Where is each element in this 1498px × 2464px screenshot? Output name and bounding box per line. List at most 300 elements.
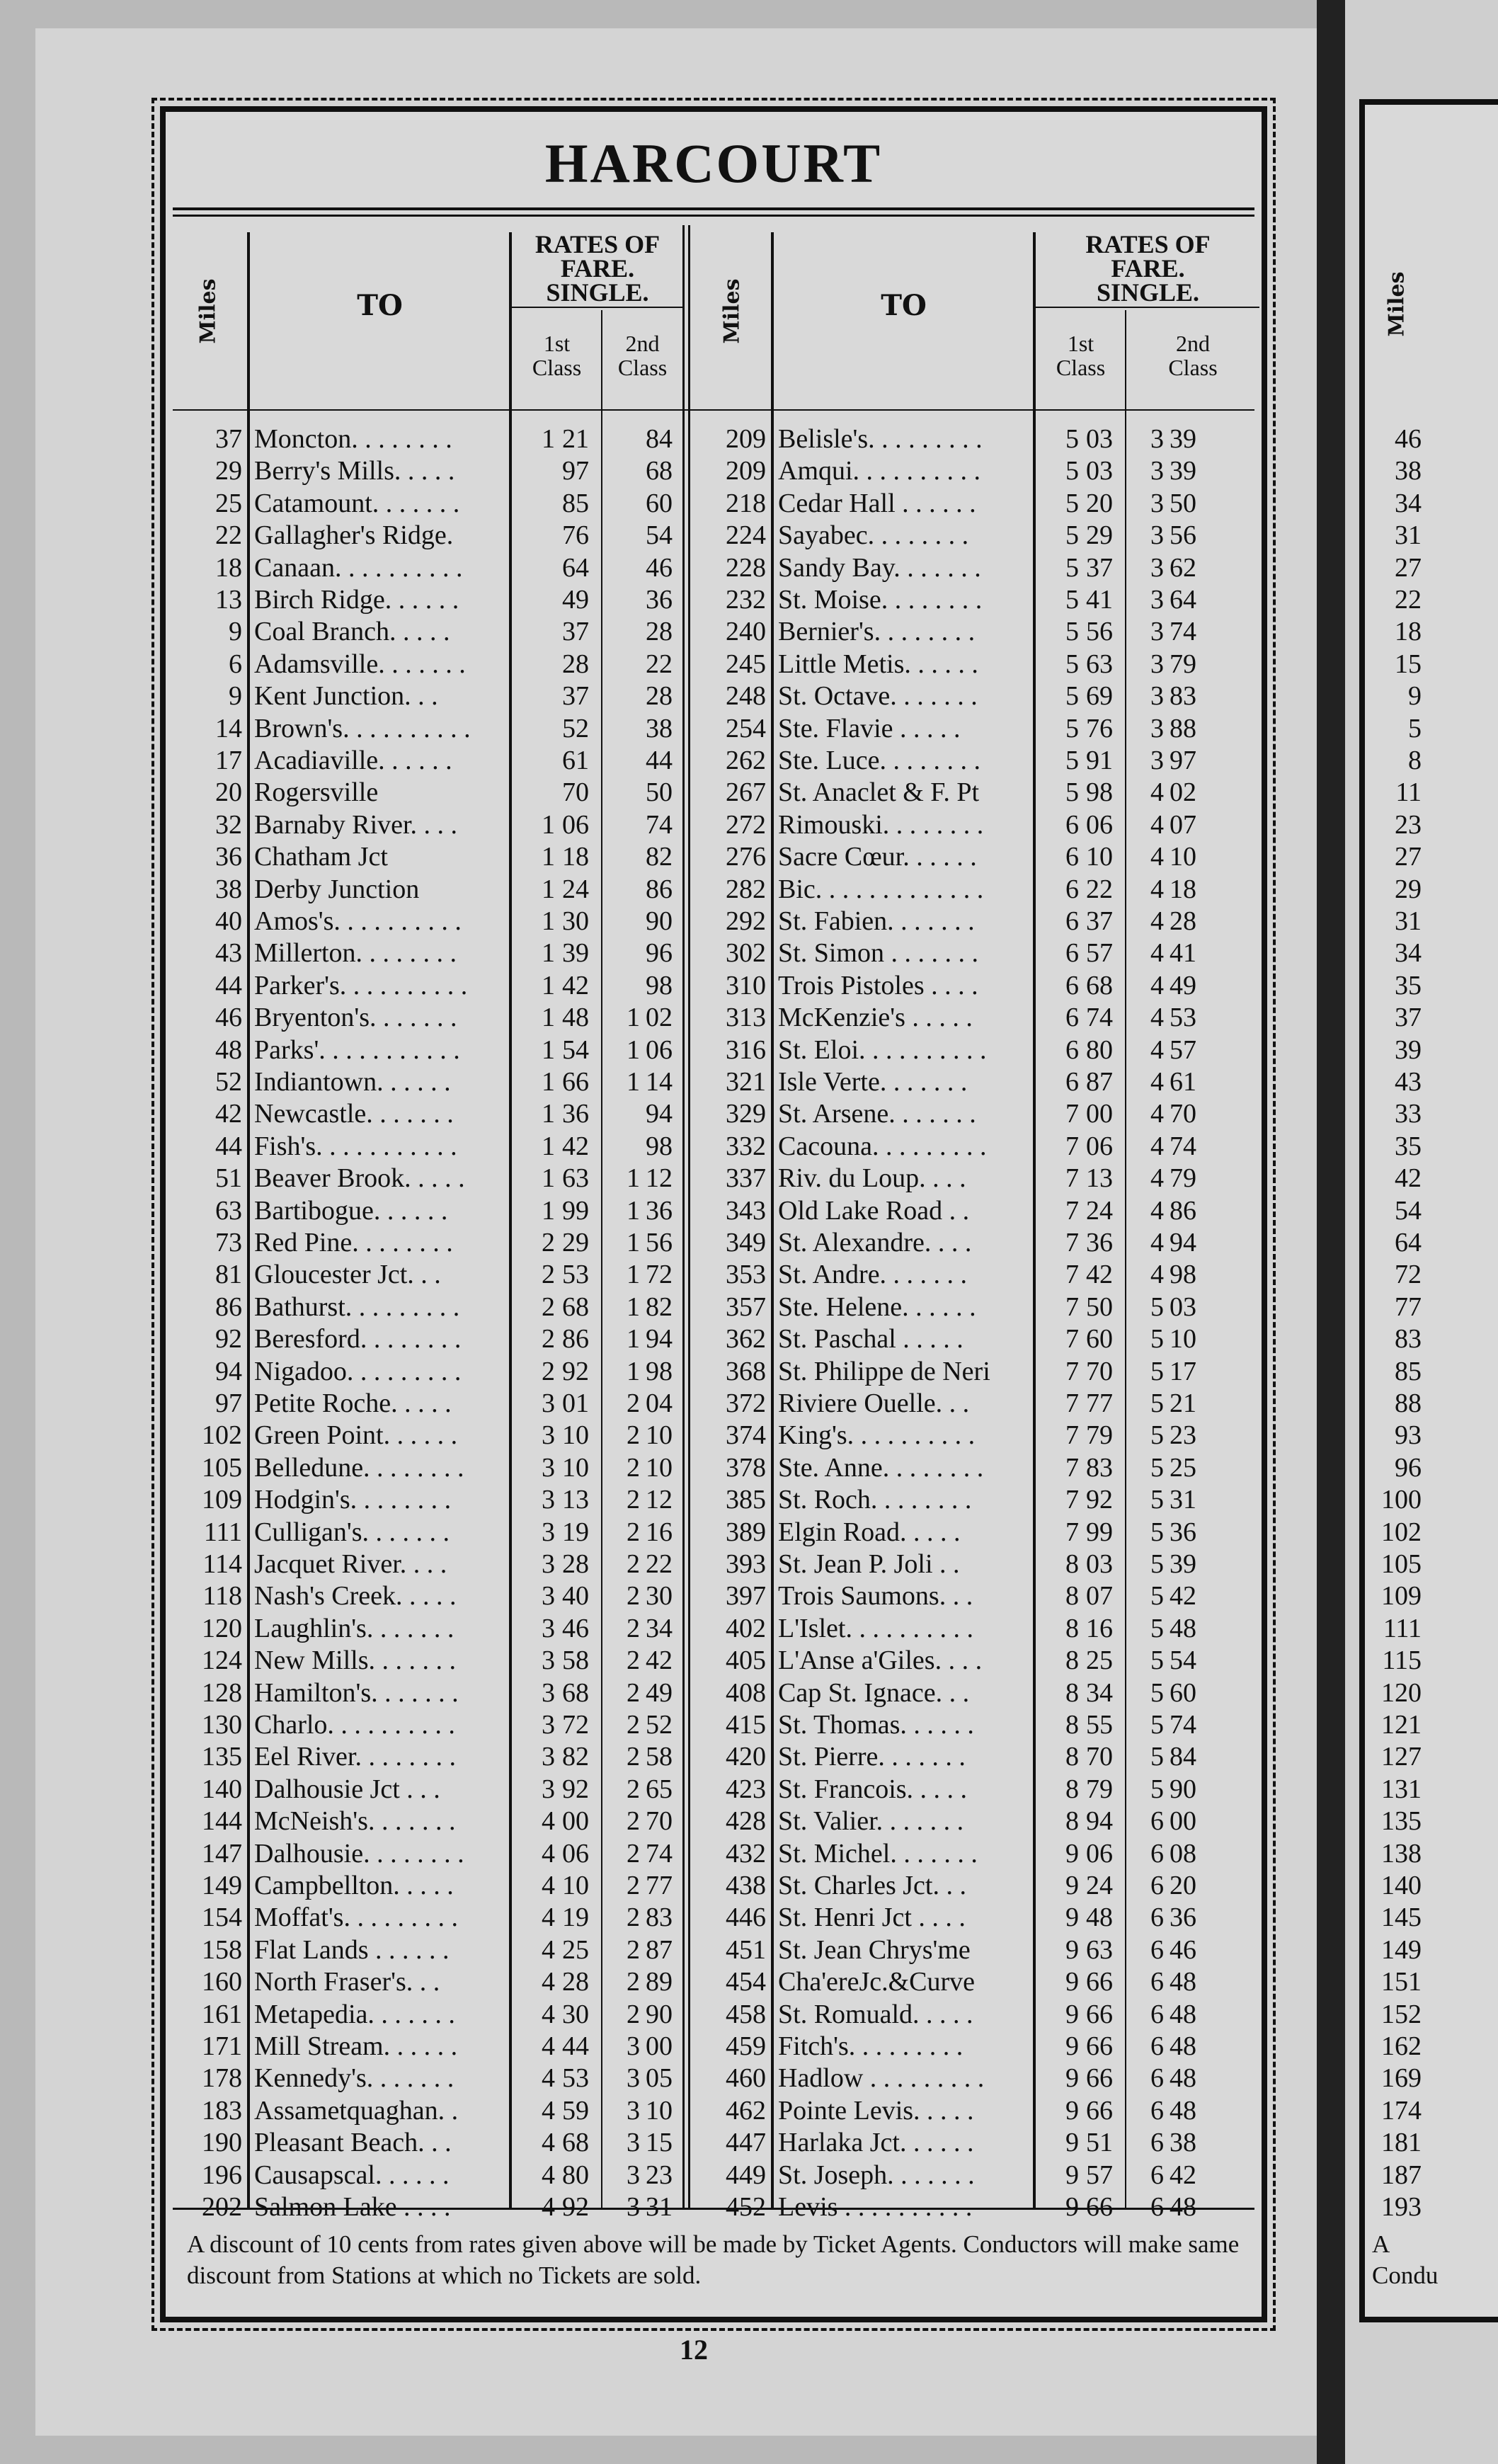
class1-cents: 28	[562, 1967, 589, 1997]
fare-table	[160, 106, 1267, 2322]
station-cell: North Fraser's. . .	[254, 1967, 440, 1997]
class1-dollars: 4	[542, 1806, 555, 1837]
class1-cents: 24	[1086, 1195, 1113, 1226]
station-cell: Causapscal. . . . . .	[254, 2160, 450, 2190]
miles-cell: 52	[215, 1067, 242, 1097]
class2-cents: 72	[646, 1260, 673, 1290]
class1-cents: 66	[1086, 2192, 1113, 2222]
miles-cell: 276	[726, 842, 766, 872]
next-page-miles-cell: 138	[1381, 1838, 1422, 1869]
class2-cents: 90	[646, 906, 673, 936]
class1-cents: 63	[1086, 649, 1113, 679]
table-row	[166, 841, 690, 873]
class2-cents: 23	[646, 2160, 673, 2190]
next-page-miles-cell: 34	[1395, 488, 1422, 518]
station-cell: Riv. du Loup. . . .	[778, 1163, 966, 1194]
class1-cents: 40	[562, 1581, 589, 1612]
next-page-miles-cell: 29	[1395, 874, 1422, 904]
class2-dollars: 4	[1150, 1003, 1164, 1033]
table-row	[166, 1388, 690, 1420]
table-row	[690, 1002, 1213, 1034]
class2-cents: 77	[646, 1871, 673, 1900]
class2-dollars: 5	[1150, 1485, 1164, 1515]
class1-dollars: 6	[1065, 970, 1079, 1000]
station-cell: Bernier's. . . . . . . .	[778, 617, 976, 647]
class1-cents: 61	[562, 746, 589, 775]
table-row	[690, 1999, 1213, 2031]
rates-header-line: FARE.	[560, 254, 635, 283]
class2-cents: 89	[646, 1967, 673, 1997]
class1-dollars: 6	[1065, 842, 1079, 872]
table-row	[690, 488, 1213, 520]
miles-cell: 81	[215, 1260, 242, 1290]
station-cell: St. Henri Jct . . . .	[778, 1903, 966, 1933]
class1-cents: 30	[562, 1999, 589, 2029]
table-row	[166, 713, 690, 745]
next-page-footer-line: Condu	[1372, 2261, 1439, 2289]
table-row	[166, 520, 690, 552]
miles-cell: 44	[215, 1131, 242, 1161]
station-cell: Beaver Brook. . . . .	[254, 1163, 465, 1194]
table-row	[690, 906, 1213, 937]
class1-dollars: 5	[1065, 617, 1079, 647]
class2-dollars: 2	[627, 1871, 640, 1900]
next-page-miles-cell: 140	[1381, 1871, 1422, 1900]
class1-dollars: 7	[1065, 1485, 1079, 1515]
class2-cents: 10	[1170, 1324, 1196, 1354]
class2-cents: 48	[1170, 2031, 1196, 2061]
class2-cents: 10	[646, 1420, 673, 1451]
rates-header-line: RATES OF	[534, 230, 661, 258]
class2-cents: 83	[1170, 681, 1196, 712]
miles-cell: 462	[726, 2095, 766, 2126]
class1-dollars: 5	[1065, 552, 1079, 583]
miles-cell: 17	[215, 746, 242, 775]
station-cell: Chatham Jct	[254, 842, 388, 872]
miles-cell: 458	[726, 1999, 766, 2029]
class1-cents: 06	[562, 1838, 589, 1869]
next-page-miles-cell: 162	[1381, 2031, 1422, 2061]
class2-cents: 34	[646, 1613, 673, 1643]
station-cell: Amqui. . . . . . . . . .	[778, 456, 981, 486]
station-cell: King's. . . . . . . . . .	[778, 1420, 976, 1451]
station-cell: Cap St. Ignace. . .	[778, 1677, 970, 1708]
station-cell: Mill Stream. . . . . .	[254, 2031, 458, 2061]
next-page-miles-cell: 109	[1381, 1581, 1422, 1612]
class1-cents: 10	[562, 1871, 589, 1900]
class1-dollars: 7	[1065, 1388, 1079, 1418]
class1-cents: 80	[562, 2160, 589, 2190]
class2-header-line: Class	[1168, 355, 1218, 380]
table-row	[166, 1934, 690, 1966]
class2-cents: 17	[1170, 1356, 1196, 1386]
table-row	[166, 1002, 690, 1034]
table-row	[690, 1034, 1213, 1066]
table-row	[690, 1163, 1213, 1194]
table-row	[166, 584, 690, 616]
class2-cents: 12	[646, 1163, 673, 1194]
miles-cell: 408	[726, 1677, 766, 1708]
class1-dollars: 9	[1065, 2160, 1079, 2190]
class2-dollars: 5	[1150, 1517, 1164, 1547]
class1-header-line: Class	[1056, 355, 1106, 380]
next-page-miles-cell: 31	[1395, 906, 1422, 936]
class2-cents: 07	[1170, 809, 1196, 840]
table-row	[166, 552, 690, 584]
class1-dollars: 7	[1065, 1099, 1079, 1129]
class2-cents: 98	[646, 1356, 673, 1386]
class1-cents: 66	[1086, 2031, 1113, 2061]
class2-dollars: 5	[1150, 1677, 1164, 1708]
class2-cents: 36	[1170, 1517, 1196, 1547]
class2-dollars: 6	[1150, 2031, 1164, 2061]
miles-cell: 144	[202, 1806, 242, 1837]
next-page-miles-cell: 96	[1395, 1452, 1422, 1483]
class1-dollars: 4	[542, 1999, 555, 2029]
table-row	[690, 1195, 1213, 1227]
miles-cell: 432	[726, 1838, 766, 1869]
station-cell: St. Octave. . . . . . .	[778, 681, 978, 712]
miles-cell: 37	[215, 424, 242, 454]
table-row	[166, 2127, 690, 2159]
station-cell: St. Moise. . . . . . . .	[778, 585, 983, 615]
miles-cell: 120	[202, 1613, 242, 1643]
class2-cents: 74	[646, 1838, 673, 1869]
class2-cents: 68	[646, 456, 673, 486]
next-page-miles-cell: 33	[1395, 1099, 1422, 1129]
class1-dollars: 3	[542, 1677, 555, 1708]
station-cell: Old Lake Road . .	[778, 1195, 970, 1226]
table-row	[166, 1291, 690, 1323]
class2-dollars: 5	[1150, 1356, 1164, 1386]
class1-dollars: 8	[1065, 1742, 1079, 1772]
station-cell: Amos's. . . . . . . . . .	[254, 906, 462, 936]
station-cell: Bathurst. . . . . . . . .	[254, 1291, 460, 1322]
station-cell: Harlaka Jct. . . . . .	[778, 2128, 974, 2158]
class1-dollars: 8	[1065, 1645, 1079, 1676]
class2-dollars: 2	[627, 1903, 640, 1933]
class2-cents: 98	[646, 970, 673, 1000]
class1-dollars: 5	[1065, 713, 1079, 743]
miles-cell: 124	[202, 1645, 242, 1676]
table-row	[690, 874, 1213, 906]
miles-cell: 337	[726, 1163, 766, 1194]
next-page-miles-cell: 181	[1381, 2128, 1422, 2158]
class2-dollars: 1	[627, 1260, 640, 1290]
station-cell: Sayabec. . . . . . . .	[778, 520, 969, 551]
next-page-miles-cell: 23	[1395, 809, 1422, 840]
miles-header: Miles	[195, 278, 221, 344]
class2-dollars: 2	[627, 1806, 640, 1837]
miles-cell: 438	[726, 1871, 766, 1900]
class2-dollars: 1	[627, 1228, 640, 1257]
class2-cents: 10	[646, 1452, 673, 1483]
class1-dollars: 3	[542, 1452, 555, 1483]
miles-cell: 272	[726, 809, 766, 840]
next-page-miles-cell: 135	[1381, 1806, 1422, 1837]
class1-dollars: 1	[542, 1003, 555, 1033]
table-row	[166, 488, 690, 520]
class2-cents: 38	[1170, 2128, 1196, 2158]
miles-cell: 310	[726, 970, 766, 1000]
station-cell: Nash's Creek. . . . .	[254, 1581, 457, 1612]
class1-dollars: 4	[542, 2063, 555, 2094]
station-cell: Fitch's. . . . . . . . .	[778, 2031, 964, 2061]
next-page-footer-line: A	[1372, 2230, 1390, 2258]
table-row	[690, 1066, 1213, 1098]
miles-cell: 135	[202, 1742, 242, 1772]
class2-cents: 28	[1170, 906, 1196, 936]
class2-dollars: 5	[1150, 1613, 1164, 1643]
miles-cell: 428	[726, 1806, 766, 1837]
class2-cents: 38	[646, 713, 673, 743]
class2-cents: 28	[646, 617, 673, 647]
next-page-miles-cell: 27	[1395, 842, 1422, 872]
miles-cell: 218	[726, 488, 766, 518]
station-cell: Rimouski. . . . . . . .	[778, 809, 984, 840]
table-row	[690, 841, 1213, 873]
class2-cents: 98	[1170, 1260, 1196, 1290]
class1-dollars: 4	[542, 2160, 555, 2190]
table-row	[690, 1934, 1213, 1966]
rates-header	[1036, 230, 1259, 307]
class2-cents: 39	[1170, 456, 1196, 486]
station-cell: Cedar Hall . . . . . .	[778, 488, 976, 518]
station-cell: Campbellton. . . . .	[254, 1871, 454, 1900]
next-page-miles-cell: 102	[1381, 1517, 1422, 1547]
class2-dollars: 6	[1150, 2192, 1164, 2222]
class2-cents: 94	[646, 1099, 673, 1129]
miles-cell: 42	[215, 1099, 242, 1129]
table-row	[690, 1838, 1213, 1870]
class1-cents: 36	[562, 1099, 589, 1129]
class2-cents: 74	[1170, 1710, 1196, 1740]
miles-cell: 160	[202, 1967, 242, 1997]
class1-cents: 19	[562, 1903, 589, 1933]
class2-dollars: 6	[1150, 1934, 1164, 1965]
table-row	[166, 616, 690, 648]
class2-dollars: 4	[1150, 1131, 1164, 1161]
class2-cents: 88	[1170, 713, 1196, 743]
miles-cell: 32	[215, 809, 242, 840]
class1-cents: 80	[1086, 1034, 1113, 1065]
class2-dollars: 2	[627, 1517, 640, 1547]
station-cell: Laughlin's. . . . . . .	[254, 1613, 454, 1643]
class1-dollars: 4	[542, 2031, 555, 2061]
station-cell: Parks'. . . . . . . . . . .	[254, 1034, 460, 1065]
station-cell: St. Arsene. . . . . . .	[778, 1099, 976, 1129]
table-row	[166, 1420, 690, 1451]
table-row	[690, 552, 1213, 584]
table-row	[166, 1131, 690, 1163]
class1-cents: 21	[562, 424, 589, 454]
miles-cell: 43	[215, 938, 242, 969]
class1-cents: 98	[1086, 777, 1113, 808]
class2-dollars: 4	[1150, 809, 1164, 840]
class1-cents: 63	[562, 1163, 589, 1194]
miles-cell: 44	[215, 970, 242, 1000]
class2-cents: 54	[646, 520, 673, 551]
miles-cell: 372	[726, 1388, 766, 1418]
class1-dollars: 7	[1065, 1452, 1079, 1483]
next-page-miles-cell: 15	[1395, 649, 1422, 679]
class1-cents: 37	[1086, 552, 1113, 583]
class1-cents: 66	[562, 1067, 589, 1097]
station-cell: St. Simon . . . . . . .	[778, 938, 978, 969]
class1-cents: 42	[1086, 1260, 1113, 1290]
class2-dollars: 1	[627, 1195, 640, 1226]
class1-dollars: 7	[1065, 1356, 1079, 1386]
station-cell: Ste. Luce. . . . . . . .	[778, 746, 981, 775]
station-cell: Belledune. . . . . . . .	[254, 1452, 464, 1483]
class2-cents: 05	[646, 2063, 673, 2094]
class2-dollars: 2	[627, 1934, 640, 1965]
class2-cents: 70	[646, 1806, 673, 1837]
table-row	[166, 1902, 690, 1934]
miles-cell: 202	[202, 2192, 242, 2222]
station-cell: Beresford. . . . . . . .	[254, 1324, 462, 1354]
class2-cents: 64	[1170, 585, 1196, 615]
class2-cents: 22	[646, 649, 673, 679]
class2-dollars: 2	[627, 1838, 640, 1869]
miles-cell: 109	[202, 1485, 242, 1515]
class1-dollars: 1	[542, 809, 555, 840]
next-page-miles-cell: 88	[1395, 1388, 1422, 1418]
class2-cents: 65	[646, 1774, 673, 1804]
table-row	[690, 809, 1213, 841]
next-page-fragment	[1345, 0, 1498, 2464]
class1-cents: 49	[562, 585, 589, 615]
class2-dollars: 4	[1150, 1067, 1164, 1097]
class1-cents: 46	[562, 1613, 589, 1643]
class2-dollars: 4	[1150, 777, 1164, 808]
table-row	[166, 1195, 690, 1227]
next-page-miles-cell: 105	[1381, 1549, 1422, 1579]
miles-cell: 332	[726, 1131, 766, 1161]
class1-cents: 97	[562, 456, 589, 486]
class2-dollars: 5	[1150, 1388, 1164, 1418]
station-cell: Gallagher's Ridge.	[254, 520, 454, 551]
miles-cell: 349	[726, 1228, 766, 1257]
class1-dollars: 9	[1065, 2128, 1079, 2158]
table-row	[166, 1838, 690, 1870]
table-row	[166, 1806, 690, 1837]
table-row	[166, 2191, 690, 2223]
class1-dollars: 5	[1065, 488, 1079, 518]
table-row	[166, 680, 690, 712]
class2-header	[602, 331, 682, 380]
class1-cents: 60	[1086, 1324, 1113, 1354]
table-row	[166, 2160, 690, 2191]
class1-cents: 76	[1086, 713, 1113, 743]
miles-cell: 38	[215, 874, 242, 904]
class1-dollars: 3	[542, 1710, 555, 1740]
miles-cell: 362	[726, 1324, 766, 1354]
miles-cell: 36	[215, 842, 242, 872]
miles-cell: 14	[215, 713, 242, 743]
class1-dollars: 4	[542, 1838, 555, 1869]
class1-cents: 20	[1086, 488, 1113, 518]
miles-cell: 128	[202, 1677, 242, 1708]
class2-cents: 41	[1170, 938, 1196, 969]
miles-cell: 385	[726, 1485, 766, 1515]
class2-header-line: 2nd	[625, 331, 660, 356]
miles-cell: 451	[726, 1934, 766, 1965]
table-row	[166, 809, 690, 841]
class2-dollars: 1	[627, 1291, 640, 1322]
miles-cell: 209	[726, 456, 766, 486]
class2-cents: 52	[646, 1710, 673, 1740]
class1-cents: 92	[1086, 1485, 1113, 1515]
class2-cents: 84	[1170, 1742, 1196, 1772]
miles-cell: 94	[215, 1356, 242, 1386]
class1-cents: 70	[1086, 1742, 1113, 1772]
class1-cents: 51	[1086, 2128, 1113, 2158]
table-row	[690, 2031, 1213, 2063]
class1-cents: 28	[562, 649, 589, 679]
class1-cents: 77	[1086, 1388, 1113, 1418]
table-row	[166, 455, 690, 487]
class2-dollars: 2	[627, 1999, 640, 2029]
station-cell: McKenzie's . . . . .	[778, 1003, 973, 1033]
station-cell: Red Pine. . . . . . . .	[254, 1228, 453, 1257]
class1-cents: 64	[562, 552, 589, 583]
class1-dollars: 9	[1065, 2063, 1079, 2094]
class2-cents: 42	[646, 1645, 673, 1676]
class1-dollars: 7	[1065, 1260, 1079, 1290]
class1-header	[1036, 331, 1125, 380]
miles-cell: 423	[726, 1774, 766, 1804]
class1-dollars: 1	[542, 938, 555, 969]
station-cell: St. Roch. . . . . . . .	[778, 1485, 972, 1515]
class2-dollars: 3	[1150, 746, 1164, 775]
next-page-miles-cell: 187	[1381, 2160, 1422, 2190]
miles-cell: 454	[726, 1967, 766, 1997]
class2-cents: 21	[1170, 1388, 1196, 1418]
miles-cell: 228	[726, 552, 766, 583]
class2-cents: 48	[1170, 2063, 1196, 2094]
class2-dollars: 6	[1150, 1871, 1164, 1900]
next-page-miles-cell: 120	[1381, 1677, 1422, 1708]
class2-cents: 00	[1170, 1806, 1196, 1837]
class2-dollars: 1	[627, 1003, 640, 1033]
class1-dollars: 8	[1065, 1710, 1079, 1740]
class2-dollars: 3	[1150, 585, 1164, 615]
station-cell: St. Joseph. . . . . . .	[778, 2160, 975, 2190]
rates-rule	[1033, 307, 1259, 308]
next-page-miles-cell: 43	[1395, 1067, 1422, 1097]
miles-cell: 449	[726, 2160, 766, 2190]
class2-cents: 04	[646, 1388, 673, 1418]
class2-cents: 53	[1170, 1003, 1196, 1033]
station-cell: Rogersville	[254, 777, 379, 808]
class2-cents: 90	[646, 1999, 673, 2029]
next-page-miles-cell: 85	[1395, 1356, 1422, 1386]
class1-cents: 87	[1086, 1067, 1113, 1097]
table-row	[166, 1066, 690, 1098]
class1-cents: 59	[562, 2095, 589, 2126]
class1-dollars: 2	[542, 1260, 555, 1290]
class2-cents: 60	[1170, 1677, 1196, 1708]
class1-header-line: Class	[532, 355, 582, 380]
station-cell: Barnaby River. . . .	[254, 809, 458, 840]
class2-cents: 16	[646, 1517, 673, 1547]
miles-cell: 357	[726, 1291, 766, 1322]
class2-cents: 48	[1170, 1613, 1196, 1643]
miles-cell: 171	[202, 2031, 242, 2061]
class1-dollars: 1	[542, 842, 555, 872]
class2-dollars: 4	[1150, 1260, 1164, 1290]
